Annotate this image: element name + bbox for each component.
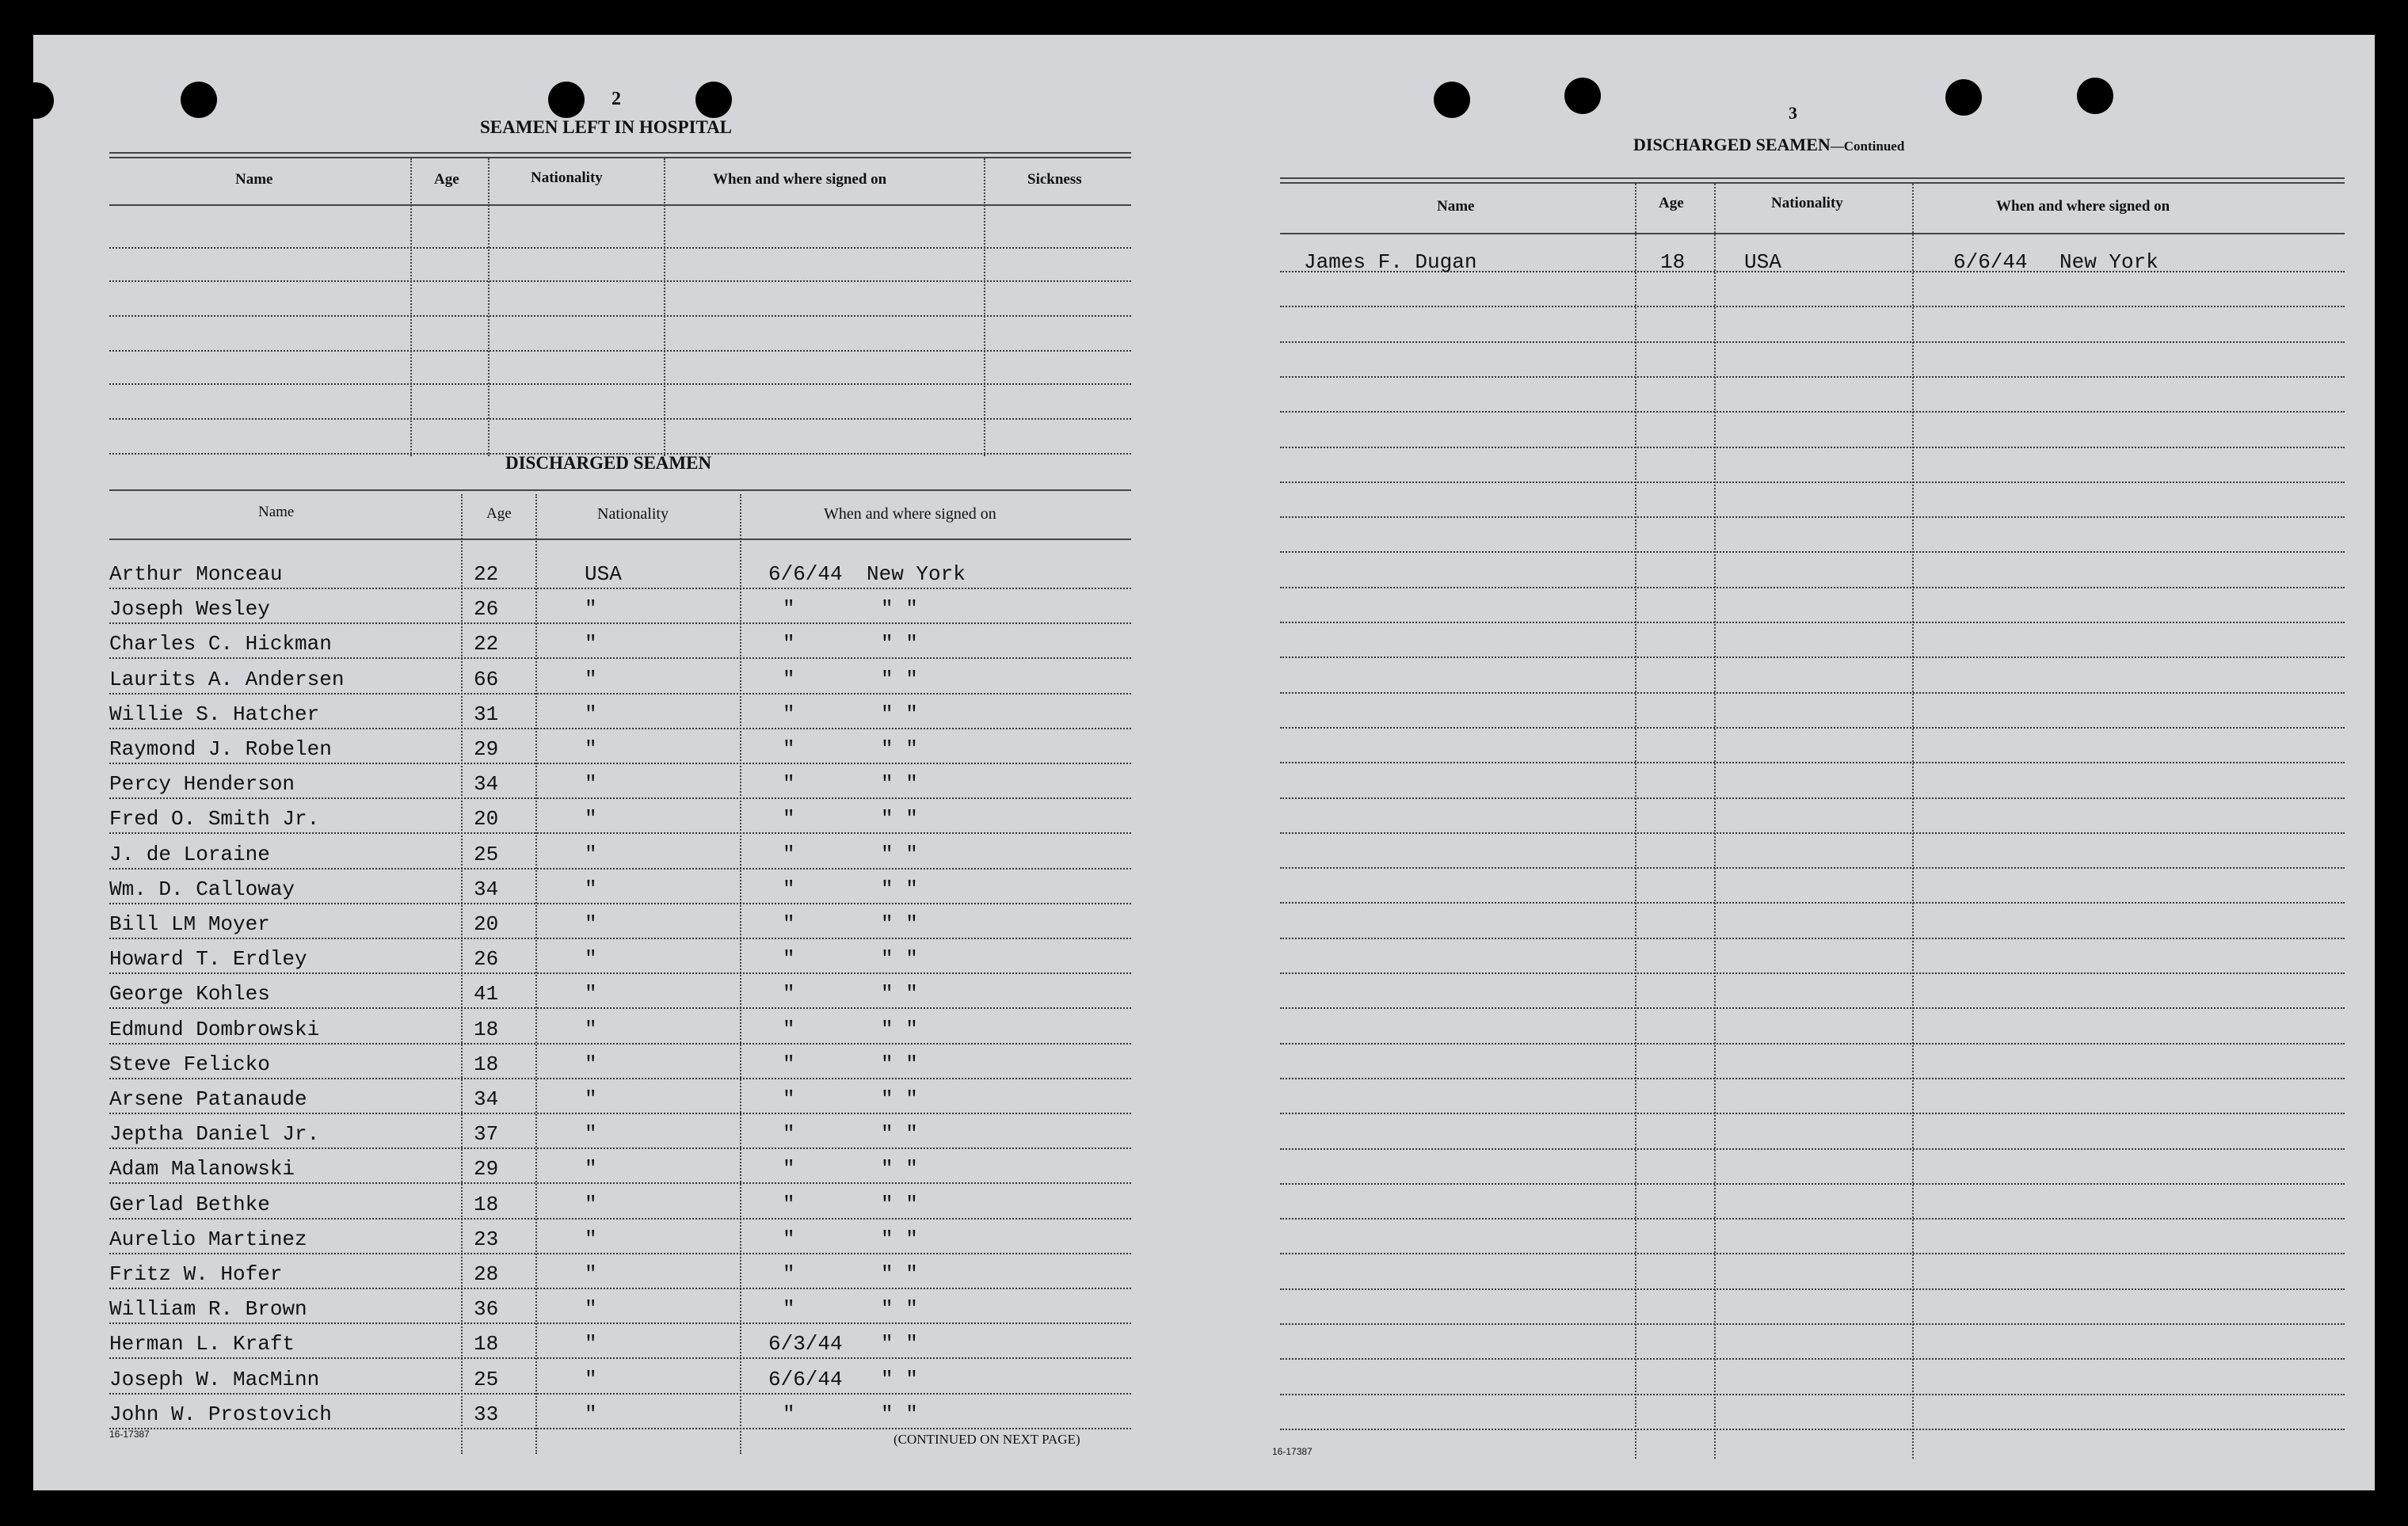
seaman-name: Willie S. Hatcher xyxy=(109,702,320,726)
seaman-signed-date: " xyxy=(783,1122,795,1146)
punch-hole xyxy=(1434,82,1470,118)
seaman-signed-place: " " xyxy=(881,843,918,866)
seaman-age: 20 xyxy=(474,912,499,936)
seaman-signed-place: " " xyxy=(881,947,918,971)
seaman-age: 25 xyxy=(474,1368,499,1391)
seaman-name: James F. Dugan xyxy=(1304,250,1477,274)
seaman-name: Fred O. Smith Jr. xyxy=(109,807,320,831)
seaman-signed-date: " xyxy=(783,947,795,971)
seaman-signed-place: " " xyxy=(881,1087,918,1111)
seaman-signed-date: " xyxy=(783,772,795,796)
seaman-name: Charles C. Hickman xyxy=(109,632,332,656)
seaman-signed-place: " " xyxy=(881,597,918,621)
left-page-number: 2 xyxy=(612,89,621,109)
seaman-signed-place: " " xyxy=(881,912,918,936)
seaman-nationality: USA xyxy=(1744,250,1781,274)
seaman-signed-date: " xyxy=(783,1157,795,1181)
seaman-signed-place: " " xyxy=(881,632,918,656)
seaman-signed-date: " xyxy=(783,1018,795,1041)
right-title-main: DISCHARGED SEAMEN xyxy=(1633,135,1831,154)
punch-hole xyxy=(695,82,732,118)
seaman-signed-date: " xyxy=(783,1402,795,1426)
seaman-signed-place: " " xyxy=(881,1157,918,1181)
seaman-age: 41 xyxy=(474,982,499,1006)
punch-hole xyxy=(2077,78,2113,114)
seaman-name: Percy Henderson xyxy=(109,772,295,796)
hospital-col-name: Name xyxy=(235,171,273,188)
seaman-signed-date: " xyxy=(783,877,795,901)
seaman-signed-place: " " xyxy=(881,1368,918,1391)
right-section-title xyxy=(1633,135,1904,155)
seaman-signed-date: " xyxy=(783,807,795,831)
seaman-age: 22 xyxy=(474,562,499,586)
continued-note: (CONTINUED ON NEXT PAGE) xyxy=(893,1432,1080,1447)
right-col-age: Age xyxy=(1659,195,1684,211)
punch-hole xyxy=(17,82,54,119)
seaman-nationality: " xyxy=(585,912,597,936)
seaman-signed-place: " " xyxy=(881,1018,918,1041)
seaman-name: Edmund Dombrowski xyxy=(109,1018,320,1041)
seaman-signed-place: New York xyxy=(867,562,966,586)
seaman-signed-date: " xyxy=(783,737,795,761)
discharged-col-nationality: Nationality xyxy=(597,505,669,523)
seaman-name: Bill LM Moyer xyxy=(109,912,270,936)
seaman-nationality: " xyxy=(585,737,597,761)
discharged-col-signed-on: When and where signed on xyxy=(824,505,996,523)
right-form-number: 16-17387 xyxy=(1272,1446,1313,1457)
seaman-age: 26 xyxy=(474,597,499,621)
discharged-col-age: Age xyxy=(486,505,512,522)
seaman-signed-date: " xyxy=(783,1297,795,1321)
seaman-nationality: " xyxy=(585,1262,597,1286)
seaman-signed-date: 6/6/44 xyxy=(768,562,843,586)
seaman-name: Jeptha Daniel Jr. xyxy=(109,1122,320,1146)
seaman-signed-place: " " xyxy=(881,807,918,831)
seaman-signed-place: " " xyxy=(881,737,918,761)
seaman-nationality: " xyxy=(585,1018,597,1041)
seaman-name: Laurits A. Andersen xyxy=(109,668,345,691)
seaman-name: Gerlad Bethke xyxy=(109,1193,270,1216)
seaman-age: 37 xyxy=(474,1122,499,1146)
seaman-age: 20 xyxy=(474,807,499,831)
hospital-col-age: Age xyxy=(434,171,459,188)
seaman-age: 34 xyxy=(474,772,499,796)
seaman-name: John W. Prostovich xyxy=(109,1402,332,1426)
seaman-signed-place: " " xyxy=(881,1297,918,1321)
seaman-signed-place: New York xyxy=(2059,250,2158,274)
seaman-nationality: " xyxy=(585,1297,597,1321)
seaman-name: Fritz W. Hofer xyxy=(109,1262,283,1286)
seaman-age: 18 xyxy=(474,1193,499,1216)
punch-hole xyxy=(1564,78,1601,114)
seaman-nationality: " xyxy=(585,877,597,901)
seaman-age: 36 xyxy=(474,1297,499,1321)
right-col-signed-on: When and where signed on xyxy=(1996,198,2170,215)
seaman-signed-place: " " xyxy=(881,1227,918,1251)
seaman-nationality: " xyxy=(585,1122,597,1146)
seaman-name: Steve Felicko xyxy=(109,1052,270,1076)
seaman-signed-date: 6/6/44 xyxy=(1953,250,2028,274)
seaman-name: William R. Brown xyxy=(109,1297,307,1321)
seaman-nationality: " xyxy=(585,668,597,691)
seaman-signed-date: 6/3/44 xyxy=(768,1332,843,1356)
seaman-signed-date: " xyxy=(783,1227,795,1251)
left-form-number: 16-17387 xyxy=(109,1429,150,1440)
hospital-col-signed-on: When and where signed on xyxy=(713,171,887,188)
seaman-name: Joseph W. MacMinn xyxy=(109,1368,320,1391)
seaman-age: 31 xyxy=(474,702,499,726)
seaman-name: Arthur Monceau xyxy=(109,562,283,586)
hospital-section-title: SEAMEN LEFT IN HOSPITAL xyxy=(480,117,733,137)
seaman-nationality: " xyxy=(585,807,597,831)
seaman-nationality: " xyxy=(585,1402,597,1426)
seaman-signed-place: " " xyxy=(881,668,918,691)
seaman-age: 22 xyxy=(474,632,499,656)
seaman-name: Aurelio Martinez xyxy=(109,1227,307,1251)
seaman-name: Arsene Patanaude xyxy=(109,1087,307,1111)
seaman-age: 18 xyxy=(474,1052,499,1076)
seaman-nationality: " xyxy=(585,1052,597,1076)
seaman-age: 26 xyxy=(474,947,499,971)
seaman-signed-date: " xyxy=(783,1052,795,1076)
seaman-nationality: " xyxy=(585,632,597,656)
seaman-signed-date: " xyxy=(783,843,795,866)
seaman-nationality: " xyxy=(585,597,597,621)
seaman-signed-date: " xyxy=(783,668,795,691)
seaman-name: Joseph Wesley xyxy=(109,597,270,621)
seaman-name: Herman L. Kraft xyxy=(109,1332,295,1356)
seaman-nationality: " xyxy=(585,1087,597,1111)
seaman-name: Wm. D. Calloway xyxy=(109,877,295,901)
seaman-signed-place: " " xyxy=(881,1193,918,1216)
seaman-age: 18 xyxy=(474,1332,499,1356)
seaman-signed-date: " xyxy=(783,982,795,1006)
seaman-nationality: " xyxy=(585,772,597,796)
seaman-signed-place: " " xyxy=(881,1402,918,1426)
seaman-signed-place: " " xyxy=(881,702,918,726)
seaman-signed-date: " xyxy=(783,632,795,656)
seaman-age: 33 xyxy=(474,1402,499,1426)
seaman-signed-date: " xyxy=(783,912,795,936)
seaman-age: 66 xyxy=(474,668,499,691)
seaman-signed-place: " " xyxy=(881,1052,918,1076)
discharged-section-title: DISCHARGED SEAMEN xyxy=(505,453,712,473)
seaman-name: Raymond J. Robelen xyxy=(109,737,332,761)
right-col-name: Name xyxy=(1437,198,1475,215)
seaman-nationality: " xyxy=(585,1193,597,1216)
seaman-nationality: " xyxy=(585,982,597,1006)
seaman-nationality: " xyxy=(585,947,597,971)
seaman-nationality: " xyxy=(585,1368,597,1391)
hospital-col-sickness: Sickness xyxy=(1027,171,1082,188)
punch-hole xyxy=(1945,79,1982,116)
seaman-name: Howard T. Erdley xyxy=(109,947,307,971)
right-col-nationality: Nationality xyxy=(1771,195,1843,211)
seaman-age: 29 xyxy=(474,737,499,761)
seaman-signed-date: " xyxy=(783,702,795,726)
seaman-signed-date: " xyxy=(783,1087,795,1111)
seaman-signed-place: " " xyxy=(881,877,918,901)
punch-hole xyxy=(548,82,585,118)
seaman-age: 18 xyxy=(474,1018,499,1041)
seaman-age: 25 xyxy=(474,843,499,866)
seaman-nationality: " xyxy=(585,1332,597,1356)
seaman-age: 34 xyxy=(474,877,499,901)
punch-hole xyxy=(181,82,217,118)
seaman-signed-place: " " xyxy=(881,1262,918,1286)
seaman-signed-place: " " xyxy=(881,1122,918,1146)
document-sheet xyxy=(33,35,2375,1490)
discharged-col-name: Name xyxy=(258,504,295,520)
seaman-nationality: USA xyxy=(585,562,622,586)
seaman-signed-date: " xyxy=(783,1193,795,1216)
seaman-name: George Kohles xyxy=(109,982,270,1006)
seaman-nationality: " xyxy=(585,1227,597,1251)
seaman-signed-place: " " xyxy=(881,982,918,1006)
seaman-age: 23 xyxy=(474,1227,499,1251)
seaman-signed-date: " xyxy=(783,597,795,621)
seaman-signed-date: 6/6/44 xyxy=(768,1368,843,1391)
seaman-name: J. de Loraine xyxy=(109,843,270,866)
seaman-age: 18 xyxy=(1660,250,1686,274)
right-title-suffix: —Continued xyxy=(1830,139,1905,154)
seaman-age: 29 xyxy=(474,1157,499,1181)
seaman-signed-date: " xyxy=(783,1262,795,1286)
seaman-signed-place: " " xyxy=(881,772,918,796)
seaman-age: 28 xyxy=(474,1262,499,1286)
hospital-col-nationality: Nationality xyxy=(531,169,603,186)
seaman-nationality: " xyxy=(585,702,597,726)
seaman-nationality: " xyxy=(585,1157,597,1181)
right-page-number: 3 xyxy=(1789,103,1797,123)
seaman-age: 34 xyxy=(474,1087,499,1111)
seaman-signed-place: " " xyxy=(881,1332,918,1356)
seaman-name: Adam Malanowski xyxy=(109,1157,295,1181)
seaman-nationality: " xyxy=(585,843,597,866)
